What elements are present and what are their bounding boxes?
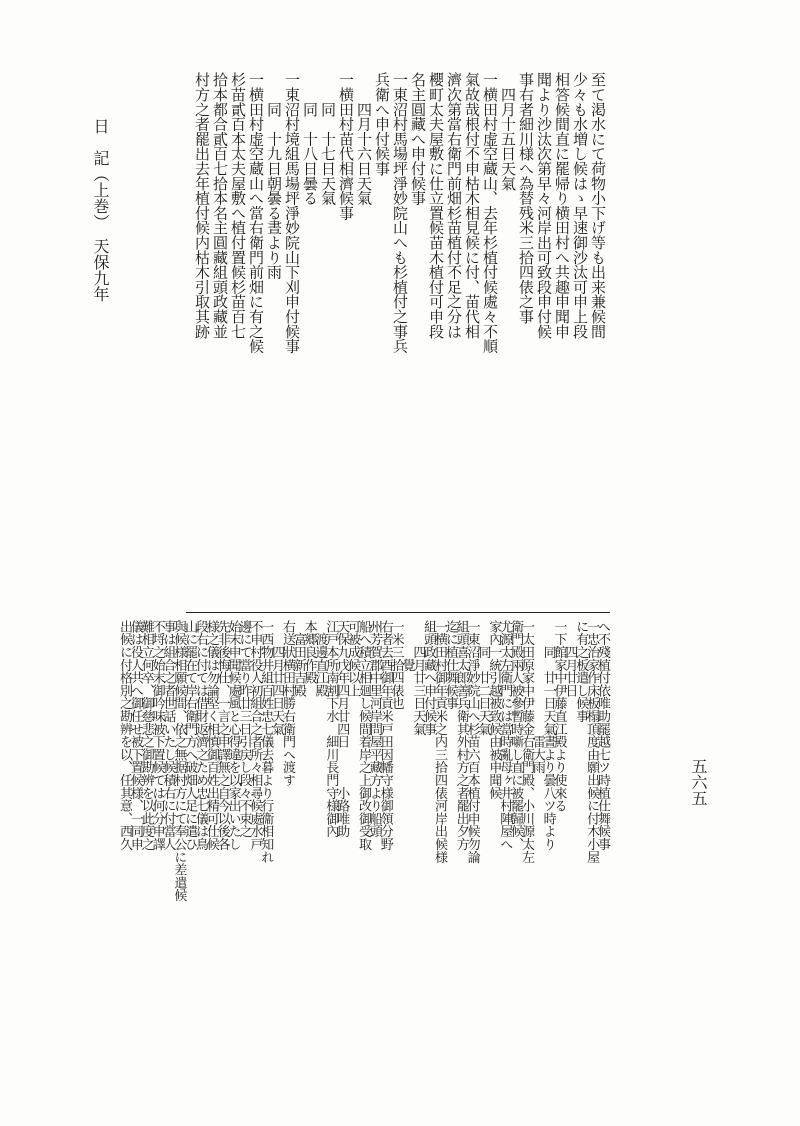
text-column: 様之儀は勿論堅く相慎御百姓出精可仕候 [203,620,219,851]
text-column: 杉苗貳百本太夫屋敷へ植付置候杉苗百七 [229,72,247,339]
text-column: 尤源太左衛門には當時亂母ヶ井村陣屋へ [497,620,513,851]
text-column: 四月十六日天氣 [355,72,373,206]
text-column: 邊にて當り昨廿三日引戻し段々不束之 [236,620,252,838]
text-column: 同 十九日朝曇る晝より雨 [265,72,283,280]
page-number: 五六五 [689,758,708,806]
text-column: 雷大雨 [529,620,545,774]
text-column: 一下館家中伊藤直江殿より使來る [551,620,567,813]
text-column: 櫻町太夫屋敷に仕立置候苗木植付可申段 [427,72,445,339]
text-column: 不申村役人初組合之者所々相尋候處水戸 [247,620,263,851]
text-column: 同 廿一日天氣晝より曇八ツ時より [540,620,556,851]
text-column: 家內一統引越被致候由被申聞候 [486,620,502,800]
text-column: 至て渇水にて荷物小下げ等も出来兼候間 [589,72,607,339]
text-column: 一横田村御年貢米之内三拾四俵河岸出候様 [432,620,448,864]
text-column: 一横田村虚空蔵山へ當右衛門前畑に有之候 [247,72,265,354]
text-column: 氣故哉根付不申枯木相見候に付、苗代相 [463,72,481,339]
text-column: 本郷良作殿 [301,620,317,685]
text-column: 相答候間直に罷帰り横田村へ共趣申聞申 [553,72,571,339]
text-column: 一米三拾四俵也 [388,620,404,710]
text-column: に有之板遣し候事 [573,620,589,723]
text-column: 組頭喜太郎善兵衛其外村方之者罷出夕方 [453,620,469,851]
text-column: 先非後悔仕、一言之申譯無之自今以後各 [214,620,230,851]
text-column: 出候に付格別之勘辨を以、任其意、西久 [117,620,132,851]
text-column: 一東沼村馬場坪淨妙院山へも杉植付之事兵 [391,72,409,354]
section-divider [186,612,610,613]
text-column: 一太田原家中伊藤金右衛門殿、小川源太左 [518,620,534,864]
text-column: 儀は役人共へ御任せ被下置候様、一同申 [127,620,143,851]
text-column: 事右者細川様へ為替残米三拾四俵之事 [517,72,535,324]
text-column: 四月廿日 [562,620,578,697]
text-column: 同 十八日曇る [301,72,319,206]
text-column: 船へ積立相廻し候間着岸之上御改御受取 [356,620,371,851]
text-column: 覺 [399,620,415,672]
text-column: 富田新吉殿 [290,620,306,697]
text-column: 一忠治家作床板榻頂度由願出候に付木小屋 [584,620,600,864]
text-column: 右送狀横田村勝右衛門へ渡す [279,620,295,787]
text-column: 一東沼村境組馬場坪淨妙院山下刈申付候事 [283,72,301,354]
text-column: 段右に付ては借財返濟之ため忠七儀は鳥 [193,620,209,851]
text-column: 事は組合之者世話いたし候積右に付當人 [160,620,176,851]
running-header-title: 日 記（上巻） 天保九年 [91,118,110,302]
text-column: 同 十七日天氣 [319,72,337,206]
text-column: 四月十五日天氣 [499,72,517,191]
text-column: 聞より沙汰次第早々河岸出可致段申付候 [535,72,553,339]
text-column: 一横田村苗代相濟候事 [337,72,355,221]
text-column: 迄に植仕舞候事 [442,620,458,710]
text-column: 與候様相願候間、依之無据村方にて奉公に差遣候 [171,620,187,902]
text-column: 右者去酉御年貢米戸田因幡守様御領分野 [377,620,393,851]
text-column: 江戸本所南割下水 細川長門守様御內 [323,620,339,838]
text-column: 山に罷在て岸右衛門方へ破畑人足に遣ひ [182,620,198,851]
text-column: 村方之者罷出去年植付候内枯木引取其跡 [193,72,211,339]
text-column: 天保九戊年四月廿四日 小路唯助 [334,620,350,838]
text-column: 可被成候以上 [345,620,361,697]
text-column: 兵衛へ申付候事 [373,72,391,176]
text-column: 一横田村虚空蔵山、去年杉植付候處々不順 [481,72,499,354]
text-column: 拾本都合貳百七拾本名主圓藏組頭政藏並 [211,72,229,339]
text-column: 少々も水増し候はゝ早速御沙汰可申上段 [571,72,589,339]
text-column: 一東沼淨妙院山へ杉苗六百本植付申候勿論 [464,620,480,864]
text-column: 一西物井組百姓忠七儀去暮より行衞相知れ [258,620,274,864]
text-column: 不埒之始末御吟味被下置候ては何分申譯 [149,620,165,851]
text-column: 始末申聞候處風と心得違を以家出いたし [225,620,241,851]
text-column: へ不殘植付依唯助罷越七ツ時植仕舞候事 [595,620,610,851]
text-column: 組頭政藏へ申付候事 [421,620,437,736]
text-column: 四月廿三日天氣 [410,620,426,736]
text-column: 衛門殿兩人被參暫時噺し直に被罷歸候、 [508,620,524,851]
text-column: 州芳賀郡中里河岸問屋平藏方より船頭 [366,620,382,838]
text-column: 渡邊直江殿 [312,620,328,697]
text-column: 同 廿二日天氣 [475,620,491,736]
text-column: 難相立何卒、御慈悲之御勘辨を以此度之 [138,620,154,851]
text-column: 四月廿四日天氣 [269,620,285,736]
text-column: 濟次第當右衛門前畑杉苗植付不足之分は [445,72,463,339]
text-column: 名主圓藏へ申付候事 [409,72,427,206]
